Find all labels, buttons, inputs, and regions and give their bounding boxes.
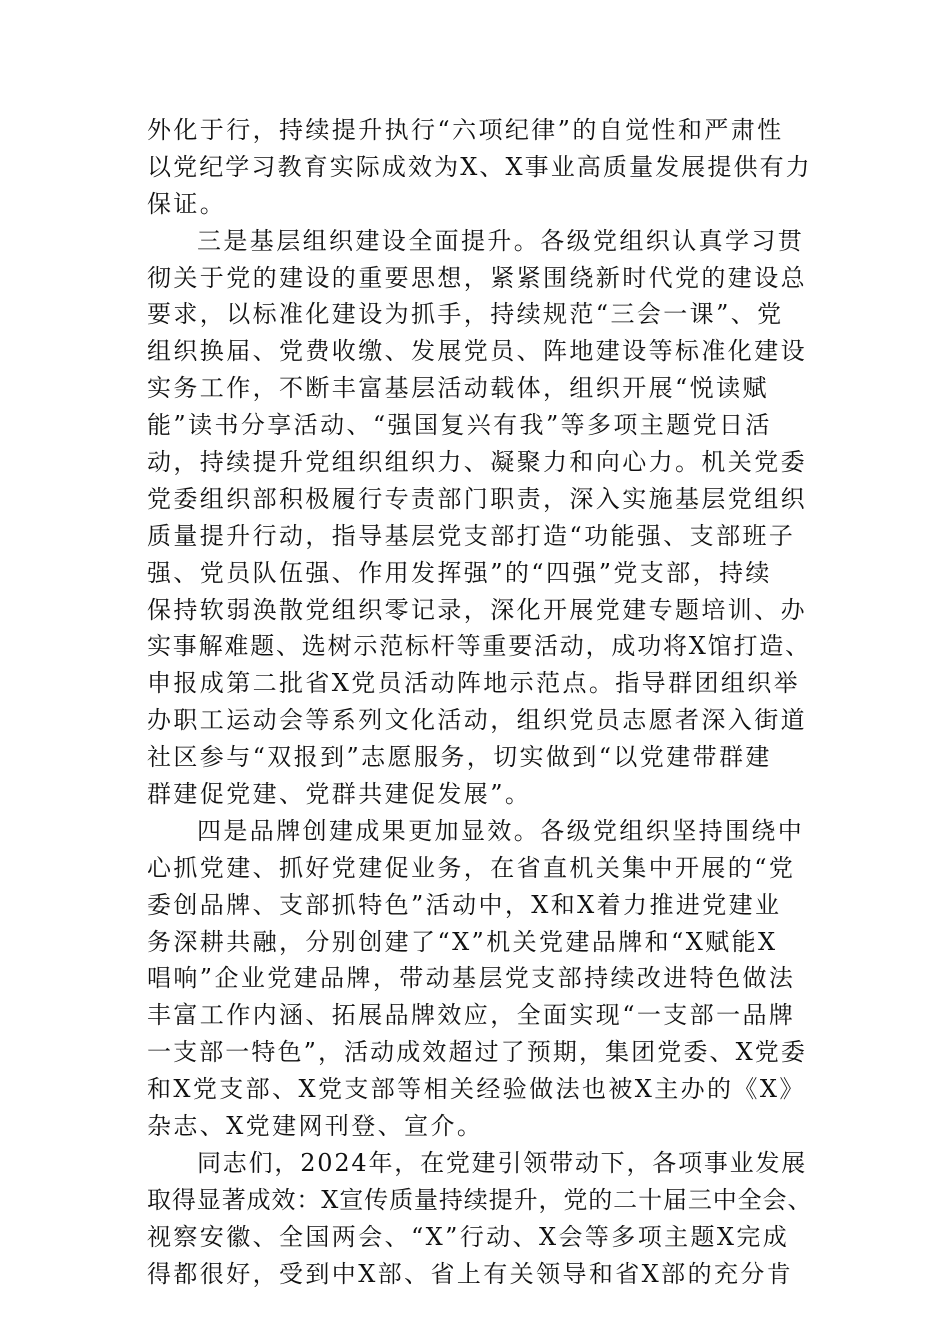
text-line: 心抓党建、抓好党建促业务，在省直机关集中开展的“党 [147,853,796,882]
text-line: 群建促党建、党群共建促发展”。 [147,780,532,809]
text-line: 和X党支部、X党支部等相关经验做法也被X主办的《X》 [147,1075,806,1104]
text-line: 实事解难题、选树示范标杆等重要活动，成功将X馆打造、 [147,632,811,661]
text-line: 强、党员队伍强、作用发挥强”的“四强”党支部，持续 [147,558,772,587]
text-line: 动，持续提升党组织组织力、凝聚力和向心力。机关党委 [147,448,807,477]
text-line: 得都很好，受到中X部、省上有关领导和省X部的充分肯 [147,1259,794,1288]
text-line: 杂志、X党建网刊登、宣介。 [147,1112,484,1141]
text-line: 一支部一特色”，活动成效超过了预期，集团党委、X党委 [147,1038,807,1067]
text-line: 唱响”企业党建品牌，带动基层党支部持续改进特色做法 [147,964,796,993]
text-line: 实务工作，不断丰富基层活动载体，组织开展“悦读赋 [147,374,769,403]
text-line: 要求，以标准化建设为抓手，持续规范“三会一课”、党 [147,300,784,329]
paragraph-start-line: 同志们，2024年，在党建引领带动下，各项事业发展 [197,1148,808,1177]
text-line: 务深耕共融，分别创建了“X”机关党建品牌和“X赋能X [147,927,778,956]
paragraph-start-line: 四是品牌创建成果更加显效。各级党组织坚持围绕中 [197,816,805,845]
text-line: 质量提升行动，指导基层党支部打造“功能强、支部班子 [147,521,796,550]
text-line: 能”读书分享活动、“强国复兴有我”等多项主题党日活 [147,411,772,440]
text-line: 党委组织部积极履行专责部门职责，深入实施基层党组织 [147,484,807,513]
text-line: 社区参与“双报到”志愿服务，切实做到“以党建带群建 [147,743,772,772]
paragraph-start-line: 三是基层组织建设全面提升。各级党组织认真学习贯 [197,226,805,255]
document-body [147,112,812,1293]
text-line: 组织换届、党费收缴、发展党员、阵地建设等标准化建设 [147,337,807,366]
text-line: 保证。 [147,189,227,218]
text-line: 保持软弱涣散党组织零记录，深化开展党建专题培训、办 [147,595,807,624]
text-line: 办职工运动会等系列文化活动，组织党员志愿者深入街道 [147,706,807,735]
text-line: 丰富工作内涵、拓展品牌效应，全面实现“一支部一品牌 [147,1001,796,1030]
text-line: 申报成第二批省X党员活动阵地示范点。指导群团组织举 [147,669,801,698]
text-line: 视察安徽、全国两会、“X”行动、X会等多项主题X完成 [147,1222,790,1251]
text-line: 委创品牌、支部抓特色”活动中，X和X着力推进党建业 [147,890,782,919]
text-line: 取得显著成效：X宣传质量持续提升，党的二十届三中全会、 [147,1185,813,1214]
text-line: 以党纪学习教育实际成效为X、X事业高质量发展提供有力 [147,152,812,181]
text-line: 外化于行，持续提升执行“六项纪律”的自觉性和严肃性 [147,116,784,144]
text-line: 彻关于党的建设的重要思想，紧紧围绕新时代党的建设总 [147,263,807,292]
